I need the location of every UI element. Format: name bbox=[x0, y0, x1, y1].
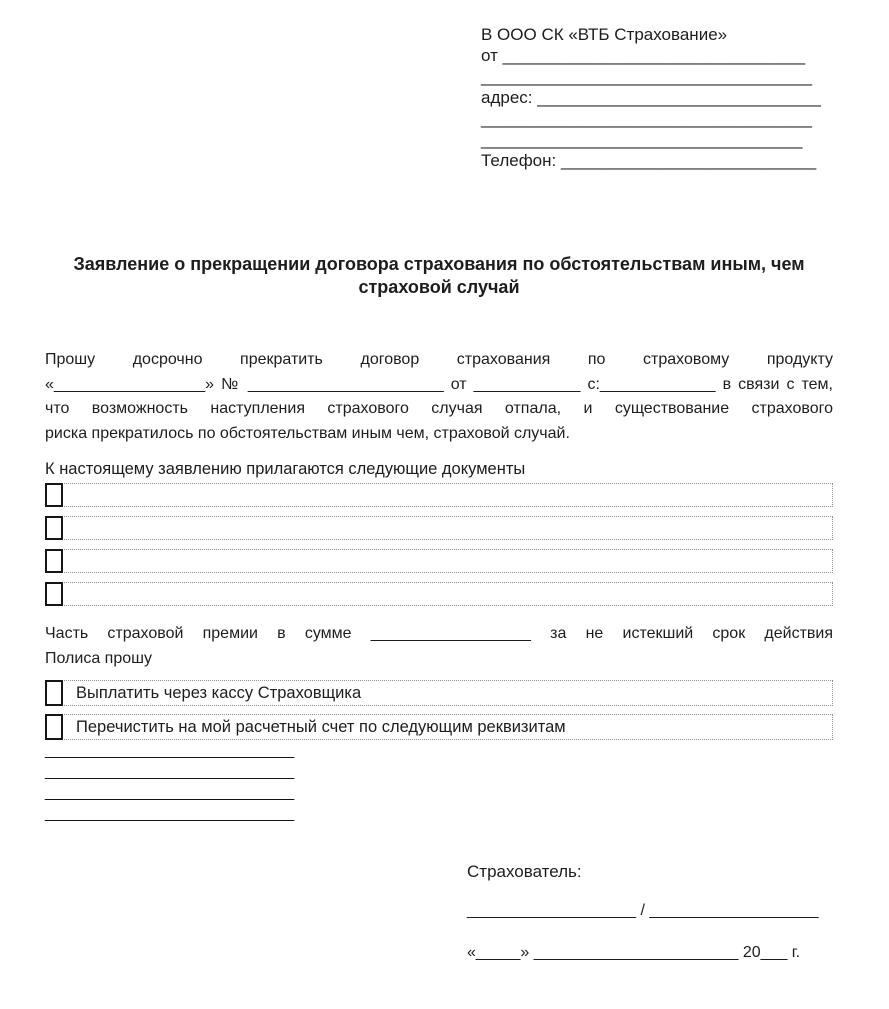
request-line-1: Прошу досрочно прекратить договор страхования по страховому продукту bbox=[45, 351, 833, 368]
bank-details-line[interactable]: ____________________________ bbox=[45, 784, 295, 801]
payout-option-bank-transfer[interactable] bbox=[45, 714, 833, 740]
attached-doc-checkbox[interactable] bbox=[45, 516, 63, 540]
date-line[interactable]: «_____» _______________________ 20___ г. bbox=[467, 944, 801, 961]
attached-docs-heading: К настоящему заявлению прилагаются следующие документы bbox=[45, 460, 526, 478]
form-title-line-2: страховой случай bbox=[358, 277, 520, 297]
attached-doc-row[interactable] bbox=[45, 582, 833, 606]
attached-doc-field[interactable] bbox=[70, 484, 828, 506]
recipient-address-line-2[interactable]: ___________________________________ bbox=[481, 109, 812, 128]
recipient-from-line[interactable]: от ________________________________ bbox=[481, 46, 806, 65]
attached-doc-checkbox[interactable] bbox=[45, 582, 63, 606]
attached-doc-field[interactable] bbox=[70, 517, 828, 539]
form-title bbox=[45, 253, 833, 299]
attached-doc-field[interactable] bbox=[70, 583, 828, 605]
recipient-address-line-3[interactable]: __________________________________ bbox=[481, 130, 803, 149]
payout-option-cash-label: Выплатить через кассу Страховщика bbox=[76, 684, 362, 702]
recipient-block bbox=[481, 24, 833, 171]
recipient-org: В ООО СК «ВТБ Страхование» bbox=[481, 25, 728, 44]
attached-doc-checkbox[interactable] bbox=[45, 483, 63, 507]
request-line-2: «_________________» № ______________________ от ____________ с:_____________ в связи с тем, bbox=[45, 375, 833, 393]
bank-details-line[interactable]: ____________________________ bbox=[45, 763, 295, 780]
signer-block bbox=[467, 862, 833, 962]
signer-label: Страхователь: bbox=[467, 862, 582, 881]
attached-doc-row[interactable] bbox=[45, 483, 833, 507]
attached-doc-row[interactable] bbox=[45, 549, 833, 573]
premium-line-2: Полиса прошу bbox=[45, 649, 152, 667]
payout-option-cash-checkbox[interactable] bbox=[45, 680, 63, 706]
request-line-3: что возможность наступления страхового случая отпала, и существование страхового bbox=[45, 400, 833, 417]
bank-details-line[interactable]: ____________________________ bbox=[45, 742, 295, 759]
payout-options bbox=[45, 680, 833, 740]
payout-option-bank-transfer-checkbox[interactable] bbox=[45, 714, 63, 740]
recipient-phone-line[interactable]: Телефон: ___________________________ bbox=[481, 151, 817, 170]
premium-line-1: Часть страховой премии в сумме __________________ за не истекший срок действия bbox=[45, 625, 833, 642]
bank-details-block bbox=[45, 740, 833, 824]
attached-doc-field[interactable] bbox=[70, 550, 828, 572]
payout-option-bank-transfer-label: Перечистить на мой расчетный счет по следующим реквизитам bbox=[76, 718, 566, 736]
attached-docs-list bbox=[45, 483, 833, 606]
premium-paragraph bbox=[45, 622, 833, 671]
form-title-line-1: Заявление о прекращении договора страхования по обстоятельствам иным, чем bbox=[73, 254, 805, 274]
payout-option-cash[interactable] bbox=[45, 680, 833, 706]
recipient-address-line[interactable]: адрес: ______________________________ bbox=[481, 88, 821, 107]
signature-line[interactable]: ___________________ / ___________________ bbox=[467, 902, 819, 919]
recipient-from-line-2[interactable]: ___________________________________ bbox=[481, 67, 812, 86]
attached-doc-row[interactable] bbox=[45, 516, 833, 540]
request-paragraph bbox=[45, 348, 833, 446]
bank-details-line[interactable]: ____________________________ bbox=[45, 805, 295, 822]
request-line-4: риска прекратилось по обстоятельствам иным чем, страховой случай. bbox=[45, 424, 570, 442]
attached-doc-checkbox[interactable] bbox=[45, 549, 63, 573]
